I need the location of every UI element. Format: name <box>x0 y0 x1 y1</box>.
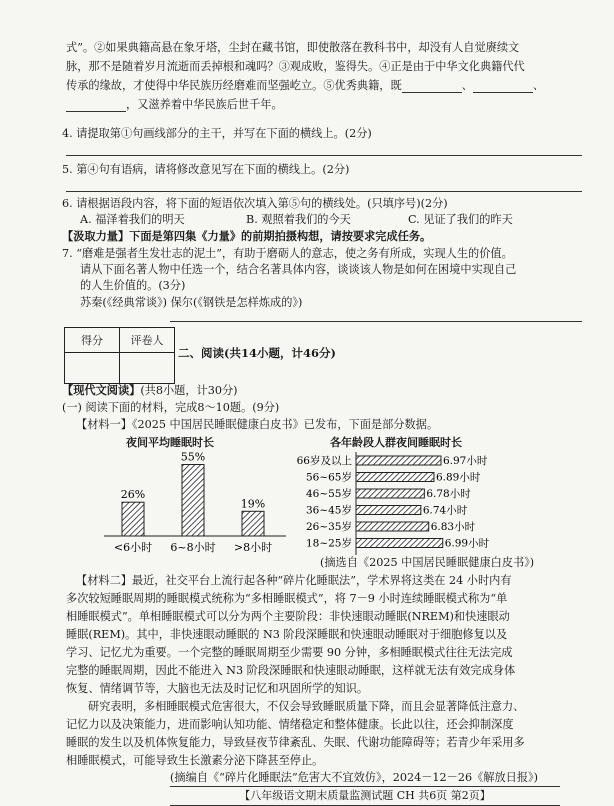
option-b: B. 观照着我们的今天 <box>246 213 351 226</box>
chart-2-category-label: 46~55岁 <box>305 488 352 500</box>
chart-2-category-label: 66岁及以上 <box>296 455 352 467</box>
material-1-source: (摘选自《2025 中国居民睡眠健康白皮书》) <box>320 556 535 569</box>
grader-label: 评卷人 <box>120 328 175 353</box>
question-7-line-2: 请从下面名著人物中任选一个，结合名著具体内容，谈谈该人物是如何在困境中实现自己 <box>80 263 517 276</box>
chart-2-value-label: 6.89小时 <box>435 471 481 484</box>
material-2-line-9: 记忆力以及决策能力，进而影响认知功能、情绪稳定和整体健康。长此以往，还会抑制深度 <box>66 718 514 731</box>
chart-1-category-label: 6~8小时 <box>170 541 216 554</box>
option-a: A. 福泽着我们的明天 <box>80 213 185 226</box>
chart-2-category-label: 18~25岁 <box>305 537 352 550</box>
passage-line-2: 脉，那不是随着岁月流逝而丢掉根和魂吗？③观成败，鉴得失。④正是由于中华文化典籍代代 <box>66 60 525 73</box>
question-7-line-3: 的人生价值的。(3分) <box>80 279 186 292</box>
modern-heading: 【现代文阅读】(共8小题，计30分) <box>62 383 238 397</box>
power-prompt: 【汲取力量】下面是第四集《力量》的前期拍摄构想，请按要求完成任务。 <box>62 229 432 243</box>
chart-2-category-label: 56~65岁 <box>305 471 352 484</box>
chart-2-bar <box>356 473 434 482</box>
material-2-line-6: 完整的睡眠周期，因此不能进入 N3 阶段深睡眠和快速眼动睡眠，这样就无法有效完成身体 <box>66 664 516 677</box>
age-group-sleep-bar-chart <box>280 450 580 556</box>
chart-1-category-label: <6小时 <box>113 541 153 554</box>
chart-1-value-label: 19% <box>240 497 266 511</box>
material-2-line-5: 学习、记忆尤为重要。一个完整的睡眠周期至少需要 90 分钟，多相睡眠模式往往无法完成 <box>66 646 513 659</box>
chart-2-bar <box>356 522 429 531</box>
chart-2-bar <box>356 489 424 498</box>
question-4: 4. 请提取第①句画线部分的主干，并写在下面的横线上。(2分) <box>62 127 372 140</box>
chart-1-bar <box>122 502 144 536</box>
answer-line-4[interactable] <box>66 155 582 156</box>
part-1-instruction: (一) 阅读下面的材料，完成8～10题。(9分) <box>62 401 280 414</box>
chart-2-bar <box>356 456 441 465</box>
score-label: 得分 <box>65 328 120 353</box>
sleep-duration-bar-chart <box>96 450 296 562</box>
chart-2-value-label: 6.99小时 <box>444 537 490 550</box>
material-2-line-7: 恢复、情绪调节等，大脑也无法及时记忆和巩固所学的知识。 <box>66 682 369 695</box>
passage-line-4: ，又滋养着中华民族后世千年。 <box>66 97 586 112</box>
chart-2-value-label: 6.97小时 <box>442 455 488 467</box>
material-2-line-2: 多次较短睡眠周期的睡眠模式统称为“多相睡眠模式”，将 7－9 小时连续睡眠模式称为“单 <box>66 592 508 605</box>
chart-1-value-label: 55% <box>180 450 206 464</box>
material-2-source: (摘编自《“碎片化睡眠法”危害大不宜效仿》，2024－12－26《解放日报》) <box>170 771 538 784</box>
chart-1-category-label: >8小时 <box>233 541 273 554</box>
question-7-options: 苏秦(《经典常谈》) 保尔(《钢铁是怎样炼成的》) <box>80 296 303 309</box>
chart-2-value-label: 6.78小时 <box>426 488 471 500</box>
question-6: 6. 请根据语段内容，将下面的短语依次填入第⑤句的横线处。(只填序号)(2分) <box>62 197 448 210</box>
material-2-line-8: 研究表明，多相睡眠模式危害很大，不仅会导致睡眠质量下降，而且会显著降低注意力、 <box>88 700 525 713</box>
grader-cell[interactable] <box>120 353 175 384</box>
material-2-line-4: 睡眠(REM)。其中，非快速眼动睡眠的 N3 阶段深睡眠和快速眼动睡眠对于细胞修复以及 <box>66 628 508 641</box>
section-2-title: 二、阅读(共14小题，计46分) <box>178 346 336 360</box>
score-table <box>64 327 175 384</box>
material-2-line-10: 睡眠的发生以及机体恢复能力，导致昼夜节律紊乱、失眠、代谢功能障碍等；若青少年采用多 <box>66 736 525 749</box>
passage-line-1: 式”。②如果典籍高悬在象牙塔，尘封在藏书馆，即使散落在教科书中，却没有人自觉赓续文 <box>66 41 520 54</box>
chart-1-title: 夜间平均睡眠时长 <box>126 436 214 449</box>
material-2-line-3: 相睡眠模式”。单相睡眠模式可以分为两个主要阶段：非快速眼动睡眠(NREM)和快速眼动 <box>66 610 510 623</box>
answer-line-5[interactable] <box>66 191 582 192</box>
chart-2-category-label: 36~45岁 <box>305 504 352 517</box>
answer-line-7[interactable] <box>170 321 582 322</box>
chart-2-value-label: 6.83小时 <box>430 521 476 533</box>
material-1: 【材料一】《2025 中国居民睡眠健康白皮书》已发布，下面是部分数据。 <box>76 418 439 431</box>
chart-1-value-label: 26% <box>120 488 146 502</box>
fill-blank-2[interactable] <box>473 82 533 93</box>
chart-2-category-label: 26~35岁 <box>305 521 352 533</box>
chart-2-bar <box>356 539 443 548</box>
fill-blank-1[interactable] <box>402 82 462 93</box>
page-footer: 【八年级语文期末质量监测试题 CH 共6页 第2页】 <box>170 786 560 806</box>
passage-line-3: 传承的缘故，才使得中华民族历经磨难而坚强屹立。⑤优秀典籍，既 、 、 <box>66 79 545 92</box>
question-5: 5. 第④句有语病，请将修改意见写在下面的横线上。(2分) <box>62 163 350 176</box>
score-cell[interactable] <box>65 353 120 384</box>
fill-blank-3[interactable] <box>66 101 126 112</box>
chart-1-bar <box>242 511 264 536</box>
question-7: 7. “磨难是强者生发壮志的泥土”，有助于磨砺人的意志，使之务有所成，实现人生的价值。 <box>62 247 513 260</box>
material-2-line-11: 相睡眠模式，可能导致生长激素分泌下降甚至停止。 <box>66 754 324 767</box>
chart-2-bar <box>356 506 421 515</box>
chart-1-bar <box>182 465 204 537</box>
material-2-line-1: 【材料二】最近，社交平台上流行起各种“碎片化睡眠法”，学术界将这类在 24 小时内有 <box>76 574 512 587</box>
chart-2-title: 各年龄段人群夜间睡眠时长 <box>330 436 462 449</box>
chart-2-value-label: 6.74小时 <box>422 504 468 517</box>
option-c: C. 见证了我们的昨天 <box>408 213 513 226</box>
